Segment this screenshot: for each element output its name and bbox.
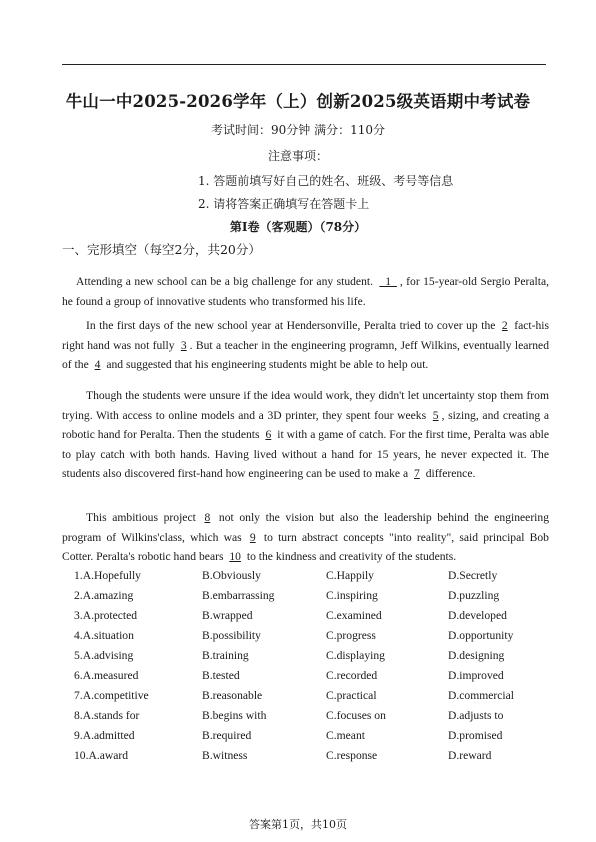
option-row-5	[74, 646, 554, 666]
paragraph-text: In the first days of the new school year at Hendersonville, Peralta tried to cover up the	[86, 319, 499, 332]
paragraph-text: to the kindness and creativity of the students.	[243, 550, 457, 564]
section-title: 一、完形填空（每空2分，共20分）	[62, 242, 261, 257]
option-a: 10.A.award	[74, 749, 129, 762]
option-c: C.meant	[326, 729, 365, 742]
paragraph-3	[62, 386, 549, 484]
option-a: 9.A.admitted	[74, 729, 135, 742]
volume-heading: 第Ⅰ卷（客观题）（78分）	[229, 220, 367, 234]
option-d: D.promised	[448, 729, 503, 742]
option-d: D.adjusts to	[448, 709, 504, 722]
paragraph-text: fact-his right hand was not fully	[62, 319, 549, 352]
option-b: B.Obviously	[202, 569, 261, 582]
option-row-7	[74, 686, 554, 706]
option-b: B.training	[202, 649, 249, 662]
blank-10: 10	[229, 550, 241, 564]
paragraph-text: This ambitious project	[86, 511, 202, 524]
exam-info: 考试时间：90分钟 满分：110分	[211, 123, 385, 137]
exam-title: 牛山一中2025-2026学年（上）创新2025级英语期中考试卷	[65, 92, 531, 111]
option-b: B.required	[202, 729, 252, 742]
paragraph-1	[62, 272, 549, 311]
paragraph-text: . But a teacher in the engineering programn, Jeff Wilkins, eventually learned of the	[62, 338, 549, 372]
option-d: D.designing	[448, 649, 505, 662]
option-row-4	[74, 626, 554, 646]
option-d: D.puzzling	[448, 589, 500, 602]
option-row-10	[74, 746, 554, 766]
options-list	[74, 566, 554, 766]
option-a: 5.A.advising	[74, 649, 134, 662]
option-c: C.recorded	[326, 669, 378, 682]
option-d: D.Secretly	[448, 569, 498, 582]
paragraph-text: Attending a new school can be a big challenge for any student.	[76, 275, 377, 288]
notice-heading: 注意事项：	[267, 149, 328, 163]
option-d: D.developed	[448, 609, 507, 622]
option-c: C.practical	[326, 689, 377, 702]
option-row-2	[74, 586, 554, 606]
option-c: C.response	[326, 749, 378, 762]
option-b: B.witness	[202, 749, 248, 762]
option-c: C.progress	[326, 629, 376, 642]
option-c: C.focuses on	[326, 709, 386, 722]
paragraph-2	[62, 316, 549, 375]
blank-7: 7	[414, 467, 420, 481]
blank-8: 8	[204, 511, 211, 524]
option-c: C.examined	[326, 609, 382, 622]
option-b: B.tested	[202, 669, 240, 682]
option-a: 7.A.competitive	[74, 689, 149, 702]
notice-item-2: 2. 请将答案正确填写在答题卡上	[198, 197, 370, 211]
option-b: B.begins with	[202, 709, 267, 722]
blank-1: _1_	[379, 275, 397, 288]
option-a: 3.A.protected	[74, 609, 138, 622]
option-b: B.possibility	[202, 629, 261, 642]
option-a: 4.A.situation	[74, 629, 134, 642]
option-b: B.reasonable	[202, 689, 263, 702]
option-b: B.embarrassing	[202, 589, 275, 602]
option-a: 6.A.measured	[74, 669, 139, 682]
top-rule	[62, 64, 546, 65]
option-d: D.opportunity	[448, 629, 514, 642]
notice-item-1: 1. 答题前填写好自己的姓名、班级、考号等信息	[198, 174, 454, 188]
paragraph-text: , for 15-year-old Sergio Peralta, he found a group of innovative students who transformed his life.	[62, 275, 549, 308]
paragraph-text: difference.	[422, 467, 476, 481]
paragraph-text: and suggested that his engineering students might be able to help out.	[103, 358, 429, 372]
paragraph-text: Though the students were unsure if the idea would work, they didn't let uncertainty stop them from trying. With access to online models and a 3D printer, they spent four weeks	[62, 389, 549, 422]
paragraph-4	[62, 508, 549, 567]
blank-6: 6	[265, 428, 272, 442]
paragraph-text: it with a game of catch. For the first time, Peralta was able to play catch with both hands. Having lived without a hand for 15 years, he never expected it. The students also discovered first-hand how engineering can be used to make a	[62, 428, 549, 481]
option-d: D.improved	[448, 669, 504, 682]
option-row-6	[74, 666, 554, 686]
page-footer: 答案第1页，共10页	[249, 818, 347, 831]
blank-9: 9	[249, 530, 256, 544]
option-row-3	[74, 606, 554, 626]
paragraph-text: , sizing, and creating a robotic hand for Peralta. Then the students	[62, 408, 549, 442]
option-a: 8.A.stands for	[74, 709, 140, 722]
option-c: C.inspiring	[326, 589, 378, 602]
paragraph-text: not only the vision but also the leadership behind the engineering program of Wilkins'class, which was	[62, 511, 550, 544]
option-row-9	[74, 726, 554, 746]
option-row-1	[74, 566, 554, 586]
blank-4: 4	[94, 358, 101, 372]
option-a: 2.A.amazing	[74, 589, 134, 602]
option-b: B.wrapped	[202, 609, 253, 622]
blank-2: 2	[501, 319, 508, 332]
option-row-8	[74, 706, 554, 726]
option-a: 1.A.Hopefully	[74, 569, 141, 582]
paragraph-text: to turn abstract concepts "into reality", said principal Bob Cotter. Peralta's robotic hand bears	[62, 530, 549, 564]
option-d: D.commercial	[448, 689, 514, 702]
option-c: C.displaying	[326, 649, 385, 662]
blank-5: 5	[432, 408, 439, 422]
option-d: D.reward	[448, 749, 492, 762]
option-c: C.Happily	[326, 569, 374, 582]
blank-3: 3	[180, 338, 187, 352]
